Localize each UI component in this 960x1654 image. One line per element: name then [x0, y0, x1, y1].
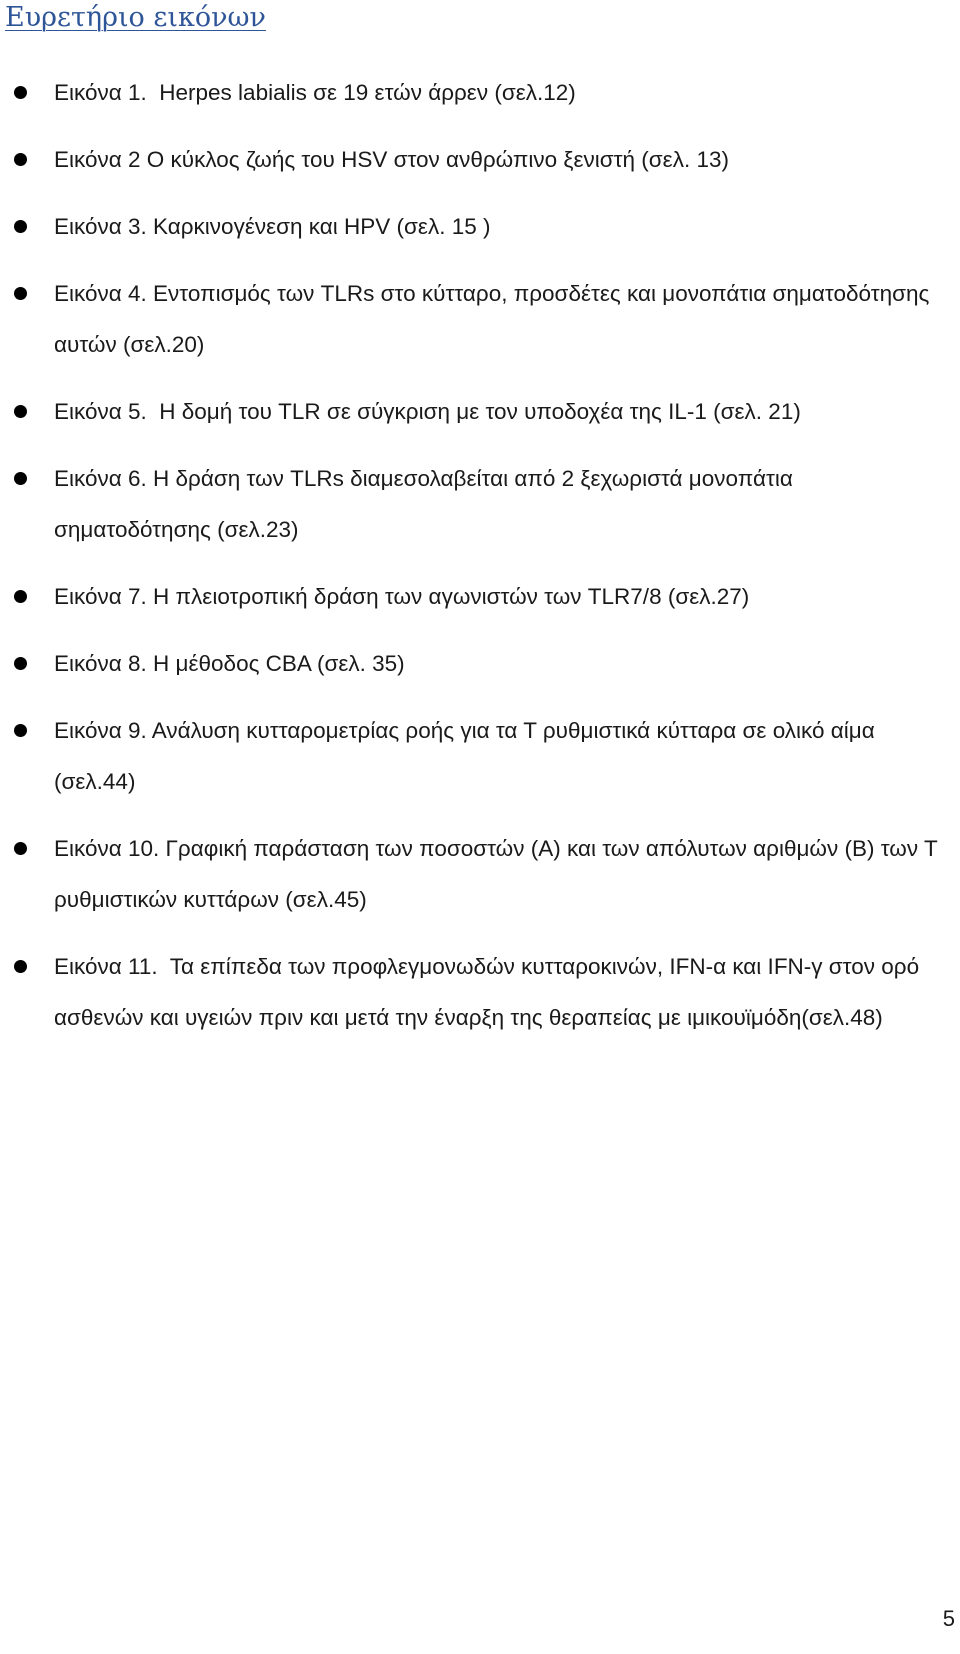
figure-entry-text: Εικόνα 5. Η δομή του TLR σε σύγκριση με τον υποδοχέα της IL-1 (σελ. 21) [54, 399, 801, 424]
list-item [0, 134, 960, 185]
figure-entry-text: Εικόνα 4. Εντοπισμός των TLRs στο κύτταρο, προσδέτες και μονοπάτια σηματοδότησης αυτών (σελ.20) [54, 281, 936, 357]
bullet-icon [14, 842, 27, 855]
figure-entry-text: Εικόνα 10. Γραφική παράσταση των ποσοστών (Α) και των απόλυτων αριθμών (Β) των Τ ρυθμιστικών κυττάρων (σελ.45) [54, 836, 944, 912]
list-item [0, 67, 960, 118]
list-item [0, 453, 960, 555]
page-number: 5 [942, 1606, 955, 1631]
bullet-icon [14, 590, 27, 603]
list-item [0, 571, 960, 622]
bullet-icon [14, 86, 27, 99]
bullet-icon [14, 472, 27, 485]
figure-entry-text: Εικόνα 11. Τα επίπεδα των προφλεγμονωδών κυτταροκινών, IFN-α και IFN-γ στον ορό ασθενών και υγειών πριν και μετά την έναρξη της θεραπείας με ιμικουϊμόδη(σελ.48) [54, 954, 926, 1030]
bullet-icon [14, 287, 27, 300]
page-title: Ευρετήριο εικόνων [5, 2, 266, 33]
list-item [0, 823, 960, 925]
list-item [0, 386, 960, 437]
list-item [0, 201, 960, 252]
list-item [0, 268, 960, 370]
figure-entry-text: Εικόνα 7. Η πλειοτροπική δράση των αγωνιστών των TLR7/8 (σελ.27) [54, 584, 750, 609]
bullet-icon [14, 405, 27, 418]
bullet-icon [14, 724, 27, 737]
figure-entry-text: Εικόνα 8. Η μέθοδος CBA (σελ. 35) [54, 651, 405, 676]
list-item [0, 705, 960, 807]
list-item [0, 941, 960, 1043]
figure-entry-text: Εικόνα 2 Ο κύκλος ζωής του HSV στον ανθρώπινο ξενιστή (σελ. 13) [54, 147, 729, 172]
bullet-icon [14, 153, 27, 166]
figure-list [0, 67, 960, 1059]
list-item [0, 638, 960, 689]
figure-entry-text: Εικόνα 3. Καρκινογένεση και HPV (σελ. 15 ) [54, 214, 491, 239]
bullet-icon [14, 960, 27, 973]
figure-entry-text: Εικόνα 6. Η δράση των TLRs διαμεσολαβείται από 2 ξεχωριστά μονοπάτια σηματοδότησης (σελ.23) [54, 466, 800, 542]
bullet-icon [14, 657, 27, 670]
figure-entry-text: Εικόνα 9. Ανάλυση κυτταρομετρίας ροής για τα Τ ρυθμιστικά κύτταρα σε ολικό αίμα (σελ.44) [54, 718, 882, 794]
bullet-icon [14, 220, 27, 233]
figure-entry-text: Εικόνα 1. Herpes labialis σε 19 ετών άρρεν (σελ.12) [54, 80, 576, 105]
